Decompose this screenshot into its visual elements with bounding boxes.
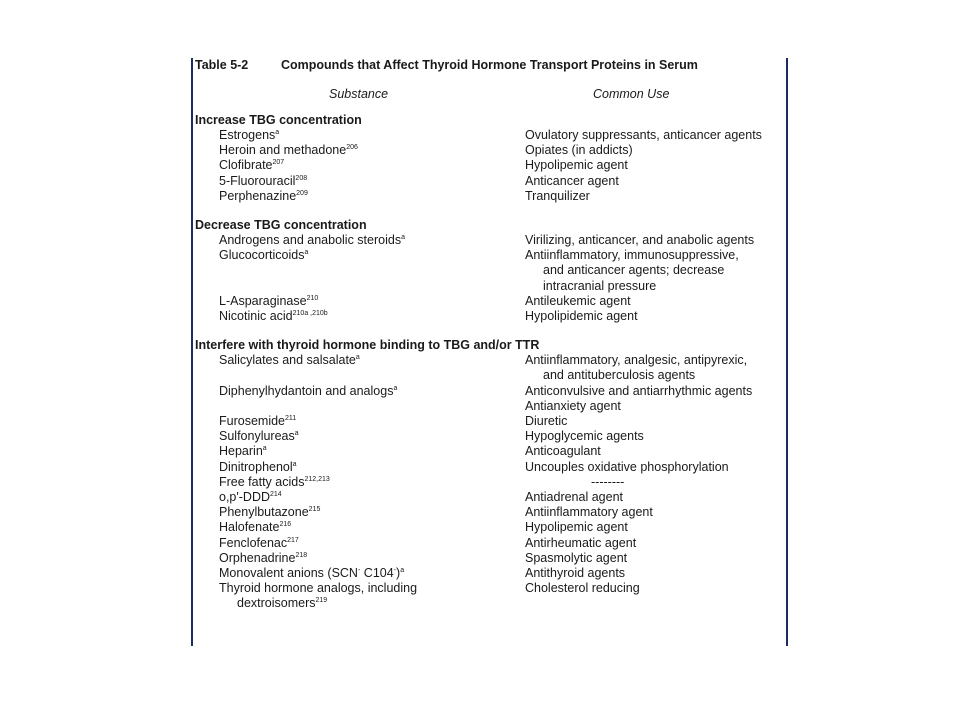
right-border-line xyxy=(786,58,788,646)
table-row xyxy=(195,309,785,324)
footnote-ref: 216 xyxy=(279,521,292,529)
common-use-line: and antituberculosis agents xyxy=(543,368,696,383)
footnote-ref: a xyxy=(393,384,398,392)
substance-text: Perphenazine xyxy=(219,188,297,203)
footnote-ref: 206 xyxy=(346,144,358,152)
common-use-cell xyxy=(505,128,785,143)
substance-line xyxy=(219,309,505,324)
footnote-ref: - xyxy=(393,567,397,575)
substance-cell xyxy=(195,444,505,459)
substance-line xyxy=(219,475,505,490)
substance-line xyxy=(219,551,505,566)
substance-cell xyxy=(195,353,505,383)
substance-cell xyxy=(195,490,505,505)
left-border-line xyxy=(191,58,193,646)
common-use-line: Hypoglycemic agents xyxy=(525,429,644,444)
common-use-line: Uncouples oxidative phosphorylation xyxy=(525,459,729,474)
substance-text: Androgens and anabolic steroids xyxy=(219,233,402,248)
footnote-ref: 219 xyxy=(315,597,328,605)
substance-text: Diphenylhydantoin and analogs xyxy=(219,383,394,398)
table-row xyxy=(195,581,785,611)
substance-text: Estrogens xyxy=(219,128,276,142)
common-use-cell xyxy=(505,551,785,566)
table-title xyxy=(195,57,785,73)
common-use-line: Antiinflammatory agent xyxy=(525,505,653,520)
substance-text: Free fatty acids xyxy=(219,474,305,489)
table-row xyxy=(195,174,785,189)
common-use-line: Spasmolytic agent xyxy=(525,550,628,565)
table-row xyxy=(195,475,785,490)
common-use-line: Anticancer agent xyxy=(525,173,619,188)
substance-cell xyxy=(195,128,505,143)
common-use-line: Hypolipemic agent xyxy=(525,520,628,535)
common-use-cell xyxy=(505,294,785,309)
substance-text: Nicotinic acid xyxy=(219,309,293,324)
substance-line xyxy=(219,581,505,596)
common-use-cell xyxy=(505,536,785,551)
common-use-cell xyxy=(505,429,785,444)
substance-text: Glucocorticoids xyxy=(219,248,305,263)
common-use-cell xyxy=(505,233,785,248)
substance-text: Dinitrophenol xyxy=(219,459,293,474)
substance-cell xyxy=(195,460,505,475)
substance-text: Salicylates and salsalate xyxy=(219,353,356,368)
substance-line xyxy=(219,174,505,189)
substance-text: Orphenadrine xyxy=(219,550,296,565)
substance-text: Fenclofenac xyxy=(219,535,288,550)
substance-text: C104 xyxy=(360,566,394,581)
common-use-line: and anticancer agents; decrease xyxy=(543,263,725,278)
table-row xyxy=(195,551,785,566)
table-row xyxy=(195,566,785,581)
substance-line xyxy=(219,536,505,551)
substance-text: o,p'-DDD xyxy=(219,490,271,505)
col-header-common-use: Common Use xyxy=(593,87,670,101)
table-section xyxy=(195,218,785,324)
table-row xyxy=(195,490,785,505)
footnote-ref: 217 xyxy=(287,536,299,544)
substance-cell xyxy=(195,581,505,611)
footnote-ref: a xyxy=(292,460,297,468)
footnote-ref: 214 xyxy=(270,491,282,499)
common-use-line: Anticonvulsive and antiarrhythmic agents xyxy=(525,383,753,398)
substance-text: Thyroid hormone analogs, including xyxy=(219,581,418,596)
substance-line xyxy=(219,566,505,581)
substance-cell xyxy=(195,189,505,204)
footnote-ref: a xyxy=(355,354,360,362)
substance-cell xyxy=(195,233,505,248)
common-use-line: Antiadrenal agent xyxy=(525,490,623,505)
common-use-line: Antileukemic agent xyxy=(525,293,631,308)
substance-line xyxy=(219,460,505,475)
common-use-cell xyxy=(505,566,785,581)
substance-line xyxy=(219,189,505,204)
footnote-ref: 207 xyxy=(272,159,285,167)
common-use-line: Ovulatory suppressants, anticancer agents xyxy=(525,128,762,142)
substance-line xyxy=(219,490,505,505)
common-use-line: Virilizing, anticancer, and anabolic agents xyxy=(525,233,755,248)
footnote-ref: a xyxy=(262,445,267,453)
substance-cell xyxy=(195,566,505,581)
table-row xyxy=(195,158,785,173)
footnote-ref: 211 xyxy=(285,415,297,423)
substance-text: Clofibrate xyxy=(219,158,273,173)
substance-text: L-Asparaginase xyxy=(219,293,307,308)
footnote-ref: 215 xyxy=(308,506,321,514)
common-use-cell xyxy=(505,460,785,475)
substance-cell xyxy=(195,551,505,566)
substance-cell xyxy=(195,520,505,535)
common-use-cell xyxy=(505,490,785,505)
substance-cell xyxy=(195,475,505,490)
col-header-substance: Substance xyxy=(329,87,389,101)
substance-line xyxy=(219,520,505,535)
table-row xyxy=(195,536,785,551)
substance-line xyxy=(219,414,505,429)
substance-cell xyxy=(195,143,505,158)
table-row xyxy=(195,189,785,204)
footnote-ref: 208 xyxy=(295,174,308,182)
table-row xyxy=(195,429,785,444)
substance-text: Heroin and methadone xyxy=(219,143,347,158)
footnote-ref: a xyxy=(294,430,299,438)
substance-text: Monovalent anions (SCN xyxy=(219,566,358,581)
footnote-ref: 209 xyxy=(296,189,308,197)
common-use-cell xyxy=(505,189,785,204)
common-use-cell xyxy=(505,384,785,414)
footnote-ref: a xyxy=(275,129,280,136)
footnote-ref: - xyxy=(357,567,361,575)
substance-text: Furosemide xyxy=(219,414,285,429)
common-use-line: Antiinflammatory, immunosuppressive, xyxy=(525,248,739,263)
table-row xyxy=(195,414,785,429)
section-title: Increase TBG concentration xyxy=(195,113,362,127)
substance-line xyxy=(219,143,505,158)
common-use-cell xyxy=(505,158,785,173)
footnote-ref: a xyxy=(400,567,405,575)
table-number: Table 5-2 xyxy=(195,58,249,72)
substance-cell xyxy=(195,309,505,324)
common-use-cell xyxy=(505,143,785,158)
substance-cell xyxy=(195,384,505,414)
table-body xyxy=(195,113,785,612)
substance-cell xyxy=(195,174,505,189)
common-use-line: Tranquilizer xyxy=(525,188,590,203)
substance-text: Phenylbutazone xyxy=(219,505,309,520)
table-row xyxy=(195,294,785,309)
substance-cell xyxy=(195,248,505,294)
substance-text: dextroisomers xyxy=(237,596,316,611)
common-use-cell xyxy=(505,520,785,535)
substance-cell xyxy=(195,414,505,429)
substance-line xyxy=(219,353,505,368)
common-use-line: Antiinflammatory, analgesic, antipyrexic, xyxy=(525,353,748,368)
table-document xyxy=(195,57,785,612)
table-row xyxy=(195,143,785,158)
footnote-ref: 210a ,210b xyxy=(292,310,328,318)
table-row xyxy=(195,233,785,248)
table-row xyxy=(195,248,785,294)
footnote-ref: 218 xyxy=(295,551,308,559)
common-use-cell xyxy=(505,414,785,429)
table-row xyxy=(195,444,785,459)
footnote-ref: 212,213 xyxy=(304,475,330,483)
common-use-line: intracranial pressure xyxy=(543,278,657,293)
substance-cell xyxy=(195,536,505,551)
common-use-cell xyxy=(505,353,785,383)
table-section xyxy=(195,338,785,611)
substance-cell xyxy=(195,505,505,520)
substance-cell xyxy=(195,158,505,173)
substance-cell xyxy=(195,294,505,309)
footnote-ref: 210 xyxy=(306,294,319,302)
common-use-line: Cholesterol reducing xyxy=(525,581,640,596)
common-use-line: Hypolipidemic agent xyxy=(525,309,638,324)
substance-line xyxy=(219,444,505,459)
substance-line xyxy=(219,596,505,611)
section-title: Interfere with thyroid hormone binding to TBG and/or TTR xyxy=(195,338,540,353)
common-use-cell xyxy=(505,309,785,324)
common-use-cell xyxy=(505,174,785,189)
common-use-cell xyxy=(505,505,785,520)
common-use-line: Antithyroid agents xyxy=(525,566,626,581)
common-use-cell xyxy=(505,248,785,294)
substance-line xyxy=(219,384,505,399)
substance-text: Sulfonylureas xyxy=(219,429,295,444)
substance-line xyxy=(219,248,505,263)
substance-line xyxy=(219,128,505,143)
common-use-line: Antianxiety agent xyxy=(525,398,621,413)
common-use-cell xyxy=(505,444,785,459)
substance-text: 5-Fluorouracil xyxy=(219,173,296,188)
substance-line xyxy=(219,233,505,248)
footnote-ref: a xyxy=(304,249,309,257)
common-use-cell xyxy=(505,581,785,611)
footnote-ref: a xyxy=(401,234,405,242)
substance-cell xyxy=(195,429,505,444)
common-use-line: Diuretic xyxy=(525,414,568,429)
table-row xyxy=(195,505,785,520)
common-use-line: Hypolipemic agent xyxy=(525,158,628,173)
common-use-cell xyxy=(505,475,785,490)
substance-line xyxy=(219,158,505,173)
substance-line xyxy=(219,505,505,520)
section-title: Decrease TBG concentration xyxy=(195,218,367,233)
substance-line xyxy=(219,294,505,309)
common-use-line: -------- xyxy=(591,474,625,489)
table-title-text: Compounds that Affect Thyroid Hormone Transport Proteins in Serum xyxy=(281,58,698,72)
common-use-line: Anticoagulant xyxy=(525,444,601,459)
common-use-line: Opiates (in addicts) xyxy=(525,143,633,158)
substance-text: ) xyxy=(396,566,401,581)
table-row xyxy=(195,353,785,383)
substance-line xyxy=(219,429,505,444)
common-use-line: Antirheumatic agent xyxy=(525,535,637,550)
table-row xyxy=(195,384,785,414)
substance-text: Heparin xyxy=(219,444,263,459)
table-row xyxy=(195,520,785,535)
column-headers xyxy=(195,87,785,109)
table-row xyxy=(195,460,785,475)
table-section xyxy=(195,113,785,204)
substance-text: Halofenate xyxy=(219,520,280,535)
table-row xyxy=(195,128,785,143)
